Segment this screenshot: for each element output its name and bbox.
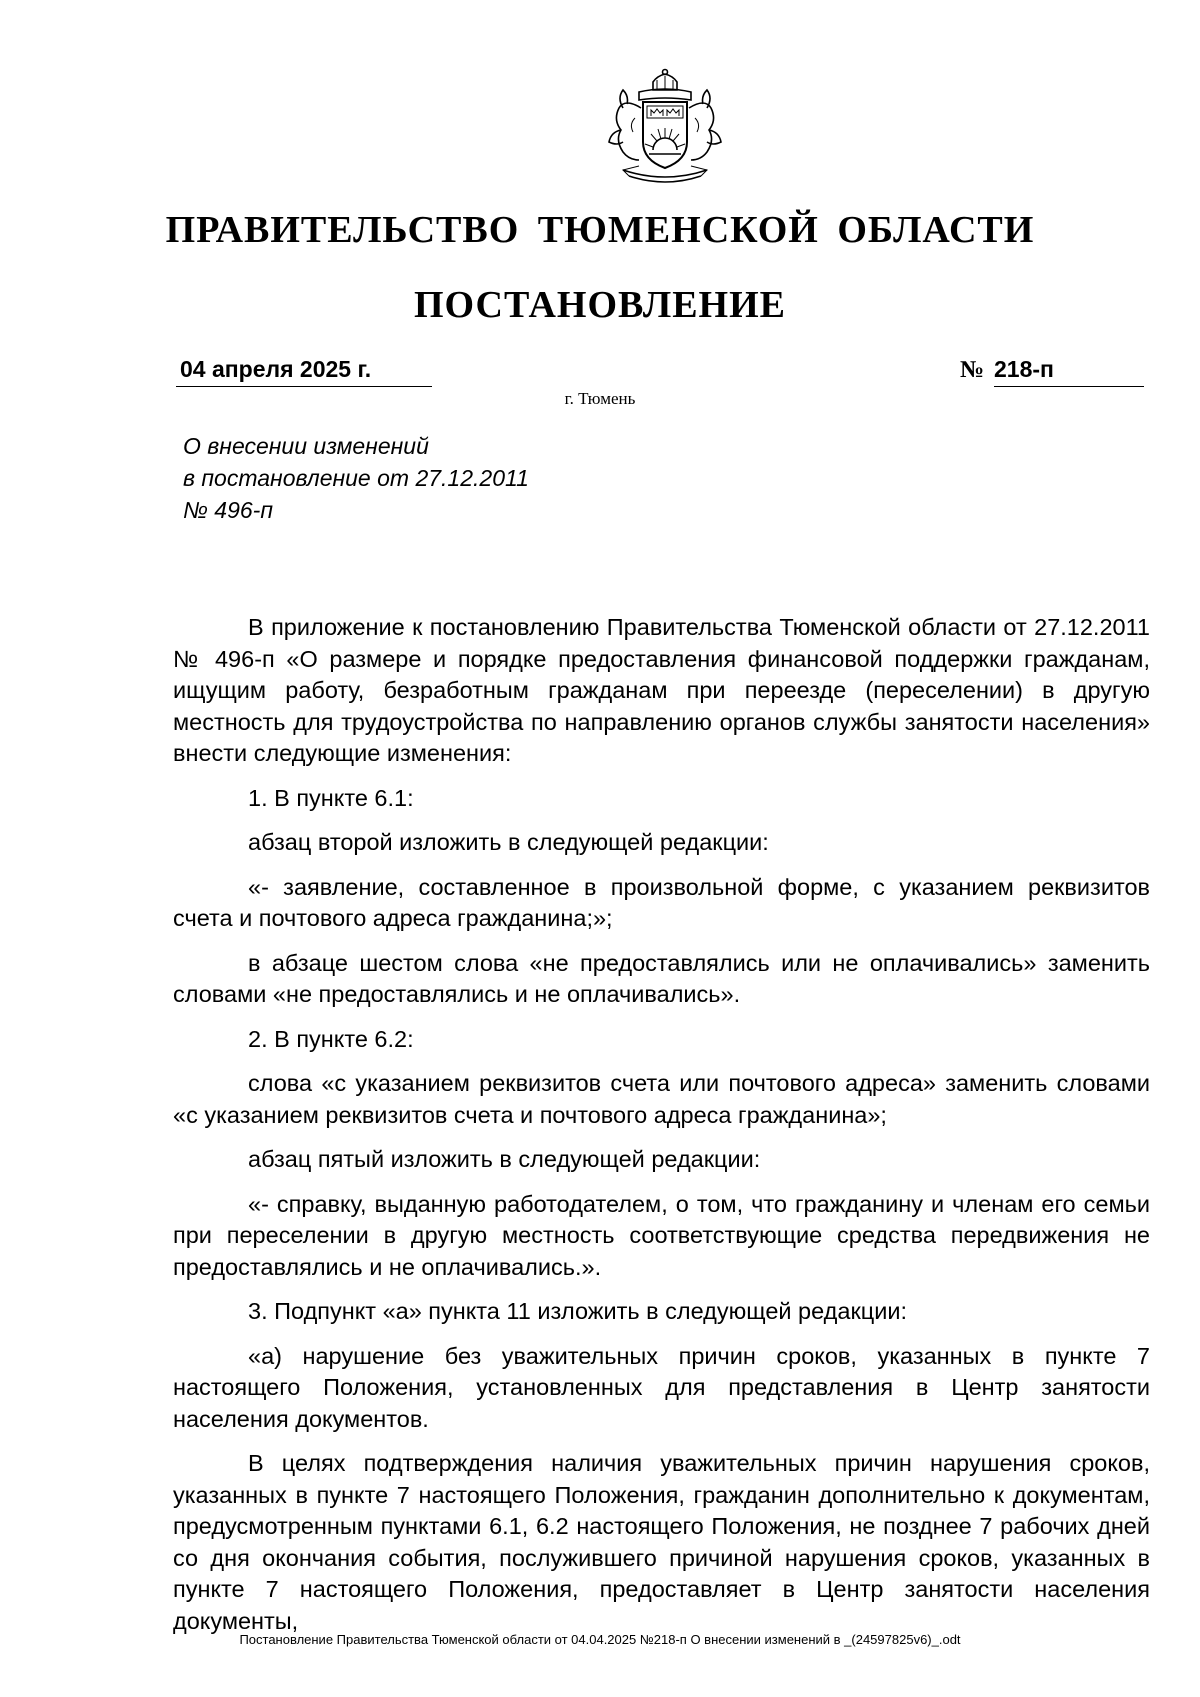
document-type-title: ПОСТАНОВЛЕНИЕ (413, 284, 787, 326)
coat-of-arms-emblem (595, 68, 735, 190)
body-paragraph: 2. В пункте 6.2: (248, 1025, 414, 1052)
document-place: г. Тюмень (564, 389, 636, 408)
body-paragraph: «а) нарушение без уважительных причин сроков, указанных в пункте 7 настоящего Положения, установленных для представления в Центр занятости населения документов. (173, 1342, 1150, 1432)
body-paragraph: абзац пятый изложить в следующей редакции: (248, 1146, 761, 1172)
document-number-block (960, 356, 1144, 387)
body-paragraph: 3. Подпункт «а» пункта 11 изложить в следующей редакции: (248, 1298, 907, 1324)
document-date: 04 апреля 2025 г. (176, 356, 432, 387)
document-subject (183, 430, 683, 526)
body-paragraph: абзац второй изложить в следующей редакции: (248, 829, 769, 855)
body-paragraph: в абзаце шестом слова «не предоставлялись или не оплачивались» заменить словами «не предоставлялись и не оплачивались». (173, 949, 1150, 1007)
body-paragraph: «- заявление, составленное в произвольной форме, с указанием реквизитов счета и почтового адреса гражданина;»; (173, 873, 1150, 931)
subject-line: О внесении изменений (183, 433, 429, 459)
number-sign: № (960, 357, 985, 383)
body-paragraph: слова «с указанием реквизитов счета или почтового адреса» заменить словами «с указанием реквизитов счета и почтового адреса гражданина»; (173, 1070, 1150, 1128)
document-body (173, 612, 1150, 1637)
subject-line: в постановление от 27.12.2011 (183, 465, 529, 491)
page-footer: Постановление Правительства Тюменской области от 04.04.2025 №218-п О внесении изменений в _(24597825v6)_.odt (239, 1632, 961, 1647)
body-paragraph: «- справку, выданную работодателем, о том, что гражданину и членам его семьи при переселении в другую местность соответствующие средства передвижения не предоставлялись и не оплачивались.». (173, 1190, 1150, 1280)
subject-line: № 496-п (183, 497, 273, 523)
organization-title: ПРАВИТЕЛЬСТВО ТЮМЕНСКОЙ ОБЛАСТИ (165, 209, 1035, 251)
body-paragraph: 1. В пункте 6.1: (248, 784, 414, 811)
body-paragraph: В приложение к постановлению Правительства Тюменской области от 27.12.2011 № 496-п «О размере и порядке предоставления финансовой поддержки гражданам, ищущим работу, безработным гражданам при переезде (переселении) в другую местность для трудоустройства по направлению органов службы занятости населения» внести следующие изменения: (173, 614, 1150, 766)
body-paragraph: В целях подтверждения наличия уважительных причин нарушения сроков, указанных в пункте 7 настоящего Положения, гражданин дополнительно к документам, предусмотренным пунктами 6.1, 6.2 настоящего Положения, не позднее 7 рабочих дней со дня окончания события, послужившего причиной нарушения сроков, указанных в пункте 7 настоящего Положения, предоставляет в Центр занятости населения документы, (173, 1450, 1150, 1634)
document-number: 218-п (994, 356, 1144, 387)
